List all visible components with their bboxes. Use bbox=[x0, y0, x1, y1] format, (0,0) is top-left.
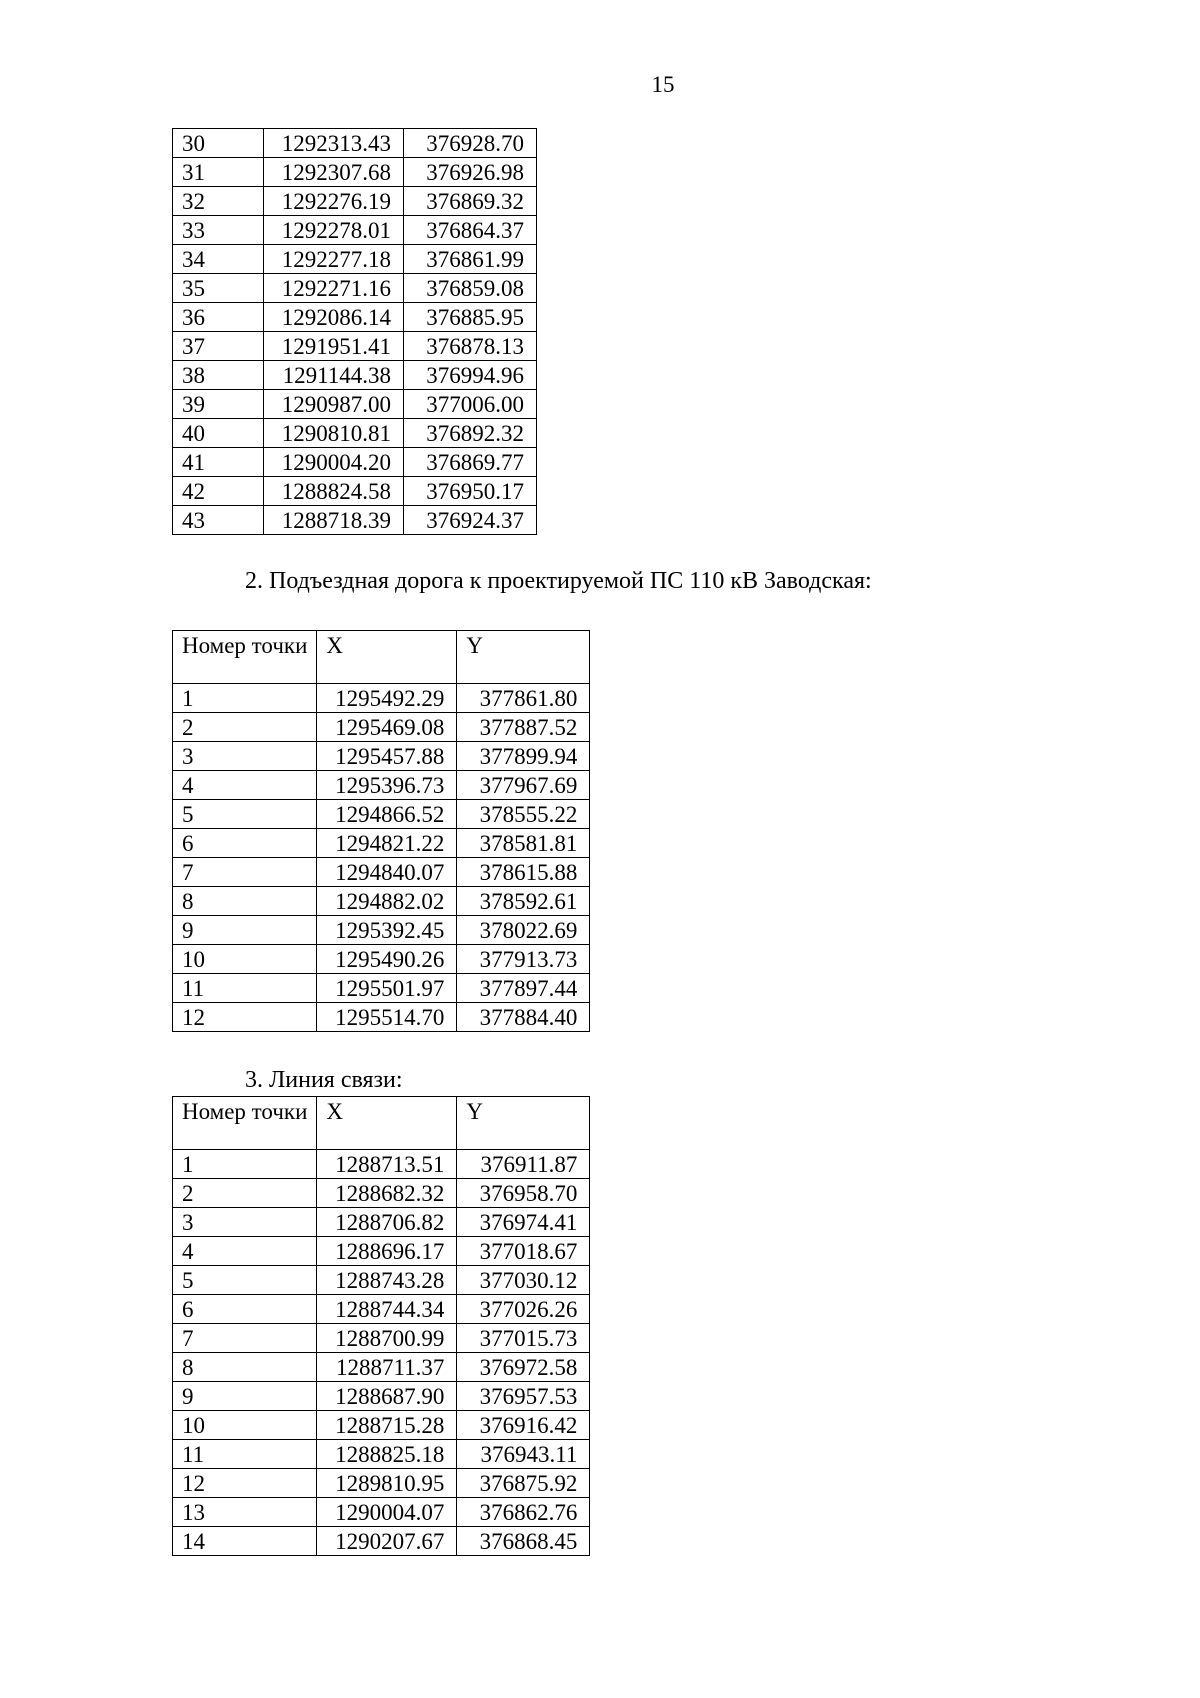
table-row bbox=[173, 216, 537, 245]
y-coordinate-cell: 377018.67 bbox=[457, 1237, 590, 1266]
table-row bbox=[173, 829, 590, 858]
table-row bbox=[173, 187, 537, 216]
x-coordinate-cell: 1288743.28 bbox=[317, 1266, 457, 1295]
table-row bbox=[173, 858, 590, 887]
table-row bbox=[173, 245, 537, 274]
x-header: X bbox=[317, 1097, 457, 1150]
table-header-row bbox=[173, 631, 590, 684]
page-number: 15 bbox=[651, 72, 675, 97]
x-coordinate-cell: 1288715.28 bbox=[317, 1411, 457, 1440]
x-coordinate-cell: 1291144.38 bbox=[264, 361, 404, 390]
x-coordinate-cell: 1289810.95 bbox=[317, 1469, 457, 1498]
point-number-cell: 9 bbox=[173, 1382, 317, 1411]
table-row bbox=[173, 1469, 590, 1498]
point-number-cell: 8 bbox=[173, 1353, 317, 1382]
point-number-cell: 41 bbox=[173, 448, 264, 477]
y-coordinate-cell: 377967.69 bbox=[457, 771, 590, 800]
point-number-cell: 37 bbox=[173, 332, 264, 361]
y-coordinate-cell: 377006.00 bbox=[404, 390, 537, 419]
section-heading-communication-line: 3. Линия связи: bbox=[245, 1067, 403, 1093]
y-coordinate-cell: 376875.92 bbox=[457, 1469, 590, 1498]
table-row bbox=[173, 361, 537, 390]
y-coordinate-cell: 377026.26 bbox=[457, 1295, 590, 1324]
y-coordinate-cell: 376916.42 bbox=[457, 1411, 590, 1440]
table-row bbox=[173, 1411, 590, 1440]
table-row bbox=[173, 1266, 590, 1295]
table-row bbox=[173, 1295, 590, 1324]
point-number-cell: 36 bbox=[173, 303, 264, 332]
y-coordinate-cell: 376957.53 bbox=[457, 1382, 590, 1411]
y-coordinate-cell: 377887.52 bbox=[457, 713, 590, 742]
x-coordinate-cell: 1294882.02 bbox=[317, 887, 457, 916]
y-coordinate-cell: 376885.95 bbox=[404, 303, 537, 332]
point-number-cell: 7 bbox=[173, 858, 317, 887]
y-coordinate-cell: 376859.08 bbox=[404, 274, 537, 303]
table-row bbox=[173, 771, 590, 800]
y-coordinate-cell: 377897.44 bbox=[457, 974, 590, 1003]
table-row bbox=[173, 1527, 590, 1556]
access-road-coordinates-table bbox=[172, 630, 590, 1032]
x-coordinate-cell: 1290810.81 bbox=[264, 419, 404, 448]
point-number-cell: 12 bbox=[173, 1469, 317, 1498]
point-number-cell: 35 bbox=[173, 274, 264, 303]
table-row bbox=[173, 477, 537, 506]
y-coordinate-cell: 376868.45 bbox=[457, 1527, 590, 1556]
table-row bbox=[173, 974, 590, 1003]
table-row bbox=[173, 158, 537, 187]
table-row bbox=[173, 1382, 590, 1411]
x-coordinate-cell: 1292307.68 bbox=[264, 158, 404, 187]
table-row bbox=[173, 332, 537, 361]
point-number-cell: 1 bbox=[173, 1150, 317, 1179]
x-coordinate-cell: 1291951.41 bbox=[264, 332, 404, 361]
table-row bbox=[173, 1498, 590, 1527]
point-number-cell: 14 bbox=[173, 1527, 317, 1556]
table-body bbox=[173, 129, 537, 535]
table-row bbox=[173, 945, 590, 974]
x-coordinate-cell: 1295514.70 bbox=[317, 1003, 457, 1032]
x-coordinate-cell: 1294840.07 bbox=[317, 858, 457, 887]
point-number-cell: 40 bbox=[173, 419, 264, 448]
table-row bbox=[173, 887, 590, 916]
y-header: Y bbox=[457, 631, 590, 684]
point-number-cell: 3 bbox=[173, 742, 317, 771]
point-number-cell: 11 bbox=[173, 1440, 317, 1469]
y-coordinate-cell: 376869.77 bbox=[404, 448, 537, 477]
point-number-header: Номер точки bbox=[173, 631, 317, 684]
point-number-cell: 31 bbox=[173, 158, 264, 187]
x-coordinate-cell: 1295501.97 bbox=[317, 974, 457, 1003]
x-coordinate-cell: 1295492.29 bbox=[317, 684, 457, 713]
table-body bbox=[173, 1097, 590, 1556]
table-row bbox=[173, 684, 590, 713]
y-coordinate-cell: 376974.41 bbox=[457, 1208, 590, 1237]
table-body bbox=[173, 631, 590, 1032]
point-number-cell: 34 bbox=[173, 245, 264, 274]
y-coordinate-cell: 376878.13 bbox=[404, 332, 537, 361]
point-number-cell: 30 bbox=[173, 129, 264, 158]
y-coordinate-cell: 377913.73 bbox=[457, 945, 590, 974]
y-coordinate-cell: 376861.99 bbox=[404, 245, 537, 274]
point-number-cell: 42 bbox=[173, 477, 264, 506]
y-coordinate-cell: 376943.11 bbox=[457, 1440, 590, 1469]
x-coordinate-cell: 1288711.37 bbox=[317, 1353, 457, 1382]
point-number-cell: 43 bbox=[173, 506, 264, 535]
y-coordinate-cell: 376972.58 bbox=[457, 1353, 590, 1382]
table-row bbox=[173, 1208, 590, 1237]
y-coordinate-cell: 378555.22 bbox=[457, 800, 590, 829]
point-number-cell: 38 bbox=[173, 361, 264, 390]
table-row bbox=[173, 274, 537, 303]
x-coordinate-cell: 1288824.58 bbox=[264, 477, 404, 506]
point-number-cell: 32 bbox=[173, 187, 264, 216]
table-row bbox=[173, 1324, 590, 1353]
y-coordinate-cell: 377030.12 bbox=[457, 1266, 590, 1295]
communication-line-coordinates-table bbox=[172, 1096, 590, 1556]
x-coordinate-cell: 1288700.99 bbox=[317, 1324, 457, 1353]
table-row bbox=[173, 1237, 590, 1266]
point-number-cell: 6 bbox=[173, 1295, 317, 1324]
y-coordinate-cell: 377861.80 bbox=[457, 684, 590, 713]
x-coordinate-cell: 1290207.67 bbox=[317, 1527, 457, 1556]
x-coordinate-cell: 1295396.73 bbox=[317, 771, 457, 800]
x-coordinate-cell: 1295490.26 bbox=[317, 945, 457, 974]
x-coordinate-cell: 1288682.32 bbox=[317, 1179, 457, 1208]
x-coordinate-cell: 1292277.18 bbox=[264, 245, 404, 274]
point-number-cell: 4 bbox=[173, 1237, 317, 1266]
table-row bbox=[173, 1150, 590, 1179]
table-row bbox=[173, 1353, 590, 1382]
y-coordinate-cell: 377015.73 bbox=[457, 1324, 590, 1353]
table-row bbox=[173, 419, 537, 448]
y-coordinate-cell: 376924.37 bbox=[404, 506, 537, 535]
y-coordinate-cell: 378022.69 bbox=[457, 916, 590, 945]
y-coordinate-cell: 377899.94 bbox=[457, 742, 590, 771]
table-row bbox=[173, 713, 590, 742]
x-coordinate-cell: 1288687.90 bbox=[317, 1382, 457, 1411]
table-row bbox=[173, 1003, 590, 1032]
x-coordinate-cell: 1292313.43 bbox=[264, 129, 404, 158]
point-number-cell: 5 bbox=[173, 800, 317, 829]
table-row bbox=[173, 742, 590, 771]
x-coordinate-cell: 1294821.22 bbox=[317, 829, 457, 858]
x-coordinate-cell: 1288713.51 bbox=[317, 1150, 457, 1179]
x-coordinate-cell: 1292086.14 bbox=[264, 303, 404, 332]
y-coordinate-cell: 378592.61 bbox=[457, 887, 590, 916]
point-number-cell: 33 bbox=[173, 216, 264, 245]
y-coordinate-cell: 376869.32 bbox=[404, 187, 537, 216]
x-coordinate-cell: 1288744.34 bbox=[317, 1295, 457, 1324]
y-coordinate-cell: 378615.88 bbox=[457, 858, 590, 887]
point-number-cell: 1 bbox=[173, 684, 317, 713]
y-coordinate-cell: 376864.37 bbox=[404, 216, 537, 245]
x-coordinate-cell: 1295469.08 bbox=[317, 713, 457, 742]
point-number-cell: 4 bbox=[173, 771, 317, 800]
point-number-cell: 3 bbox=[173, 1208, 317, 1237]
point-number-cell: 12 bbox=[173, 1003, 317, 1032]
coordinates-table-continued bbox=[172, 128, 537, 535]
x-header: X bbox=[317, 631, 457, 684]
point-number-cell: 10 bbox=[173, 1411, 317, 1440]
point-number-cell: 13 bbox=[173, 1498, 317, 1527]
point-number-cell: 10 bbox=[173, 945, 317, 974]
point-number-cell: 2 bbox=[173, 713, 317, 742]
y-coordinate-cell: 376892.32 bbox=[404, 419, 537, 448]
x-coordinate-cell: 1290987.00 bbox=[264, 390, 404, 419]
table-row bbox=[173, 390, 537, 419]
x-coordinate-cell: 1288696.17 bbox=[317, 1237, 457, 1266]
y-coordinate-cell: 376950.17 bbox=[404, 477, 537, 506]
point-number-cell: 39 bbox=[173, 390, 264, 419]
y-coordinate-cell: 376928.70 bbox=[404, 129, 537, 158]
x-coordinate-cell: 1288706.82 bbox=[317, 1208, 457, 1237]
table-header-row bbox=[173, 1097, 590, 1150]
x-coordinate-cell: 1292276.19 bbox=[264, 187, 404, 216]
y-coordinate-cell: 376958.70 bbox=[457, 1179, 590, 1208]
point-number-cell: 8 bbox=[173, 887, 317, 916]
point-number-header: Номер точки bbox=[173, 1097, 317, 1150]
table-row bbox=[173, 1440, 590, 1469]
y-header: Y bbox=[457, 1097, 590, 1150]
y-coordinate-cell: 378581.81 bbox=[457, 829, 590, 858]
x-coordinate-cell: 1292271.16 bbox=[264, 274, 404, 303]
table-row bbox=[173, 448, 537, 477]
y-coordinate-cell: 376911.87 bbox=[457, 1150, 590, 1179]
y-coordinate-cell: 376926.98 bbox=[404, 158, 537, 187]
x-coordinate-cell: 1288825.18 bbox=[317, 1440, 457, 1469]
point-number-cell: 5 bbox=[173, 1266, 317, 1295]
point-number-cell: 11 bbox=[173, 974, 317, 1003]
point-number-cell: 2 bbox=[173, 1179, 317, 1208]
x-coordinate-cell: 1288718.39 bbox=[264, 506, 404, 535]
point-number-cell: 7 bbox=[173, 1324, 317, 1353]
point-number-cell: 9 bbox=[173, 916, 317, 945]
y-coordinate-cell: 376862.76 bbox=[457, 1498, 590, 1527]
table-row bbox=[173, 303, 537, 332]
table-row bbox=[173, 916, 590, 945]
x-coordinate-cell: 1295392.45 bbox=[317, 916, 457, 945]
table-row bbox=[173, 506, 537, 535]
x-coordinate-cell: 1290004.20 bbox=[264, 448, 404, 477]
y-coordinate-cell: 377884.40 bbox=[457, 1003, 590, 1032]
x-coordinate-cell: 1294866.52 bbox=[317, 800, 457, 829]
x-coordinate-cell: 1295457.88 bbox=[317, 742, 457, 771]
point-number-cell: 6 bbox=[173, 829, 317, 858]
x-coordinate-cell: 1290004.07 bbox=[317, 1498, 457, 1527]
y-coordinate-cell: 376994.96 bbox=[404, 361, 537, 390]
table-row bbox=[173, 129, 537, 158]
section-heading-access-road: 2. Подъездная дорога к проектируемой ПС 110 кВ Заводская: bbox=[245, 568, 872, 594]
table-row bbox=[173, 1179, 590, 1208]
x-coordinate-cell: 1292278.01 bbox=[264, 216, 404, 245]
table-row bbox=[173, 800, 590, 829]
